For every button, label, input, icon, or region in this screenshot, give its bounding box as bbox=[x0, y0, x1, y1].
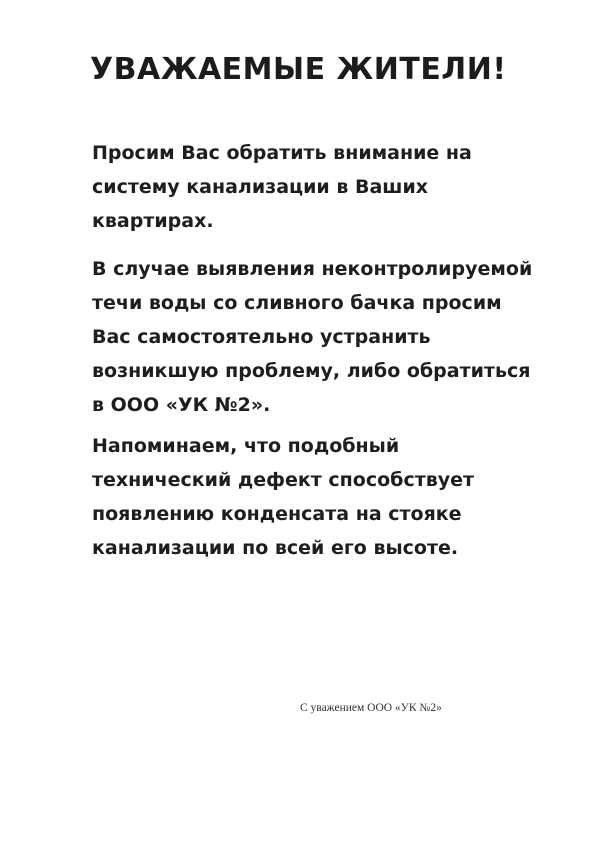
notice-paragraph-3 bbox=[92, 429, 532, 565]
paragraph-line: систему канализации в Ваших bbox=[92, 176, 429, 198]
signature: С уважением ООО «УК №2» bbox=[300, 702, 442, 714]
paragraph-line: Вас самостоятельно устранить bbox=[92, 326, 431, 348]
paragraph-line: течи воды со сливного бачка просим bbox=[92, 292, 502, 314]
notice-paragraph-1 bbox=[92, 136, 482, 238]
paragraph-line: Просим Вас обратить внимание на bbox=[92, 142, 472, 164]
paragraph-line: появлению конденсата на стояке bbox=[92, 503, 462, 525]
paragraph-line: в ООО «УК №2». bbox=[92, 394, 271, 416]
paragraph-line: Напоминаем, что подобный bbox=[92, 435, 400, 457]
paragraph-line: канализации по всей его высоте. bbox=[92, 537, 459, 559]
notice-title: УВАЖАЕМЫЕ ЖИТЕЛИ! bbox=[90, 52, 507, 87]
paragraph-line: технический дефект способствует bbox=[92, 469, 475, 491]
notice-paragraph-2 bbox=[92, 252, 582, 422]
paragraph-line: В случае выявления неконтролируемой bbox=[92, 258, 533, 280]
paragraph-line: квартирах. bbox=[92, 210, 214, 232]
paragraph-line: возникшую проблему, либо обратиться bbox=[92, 360, 531, 382]
